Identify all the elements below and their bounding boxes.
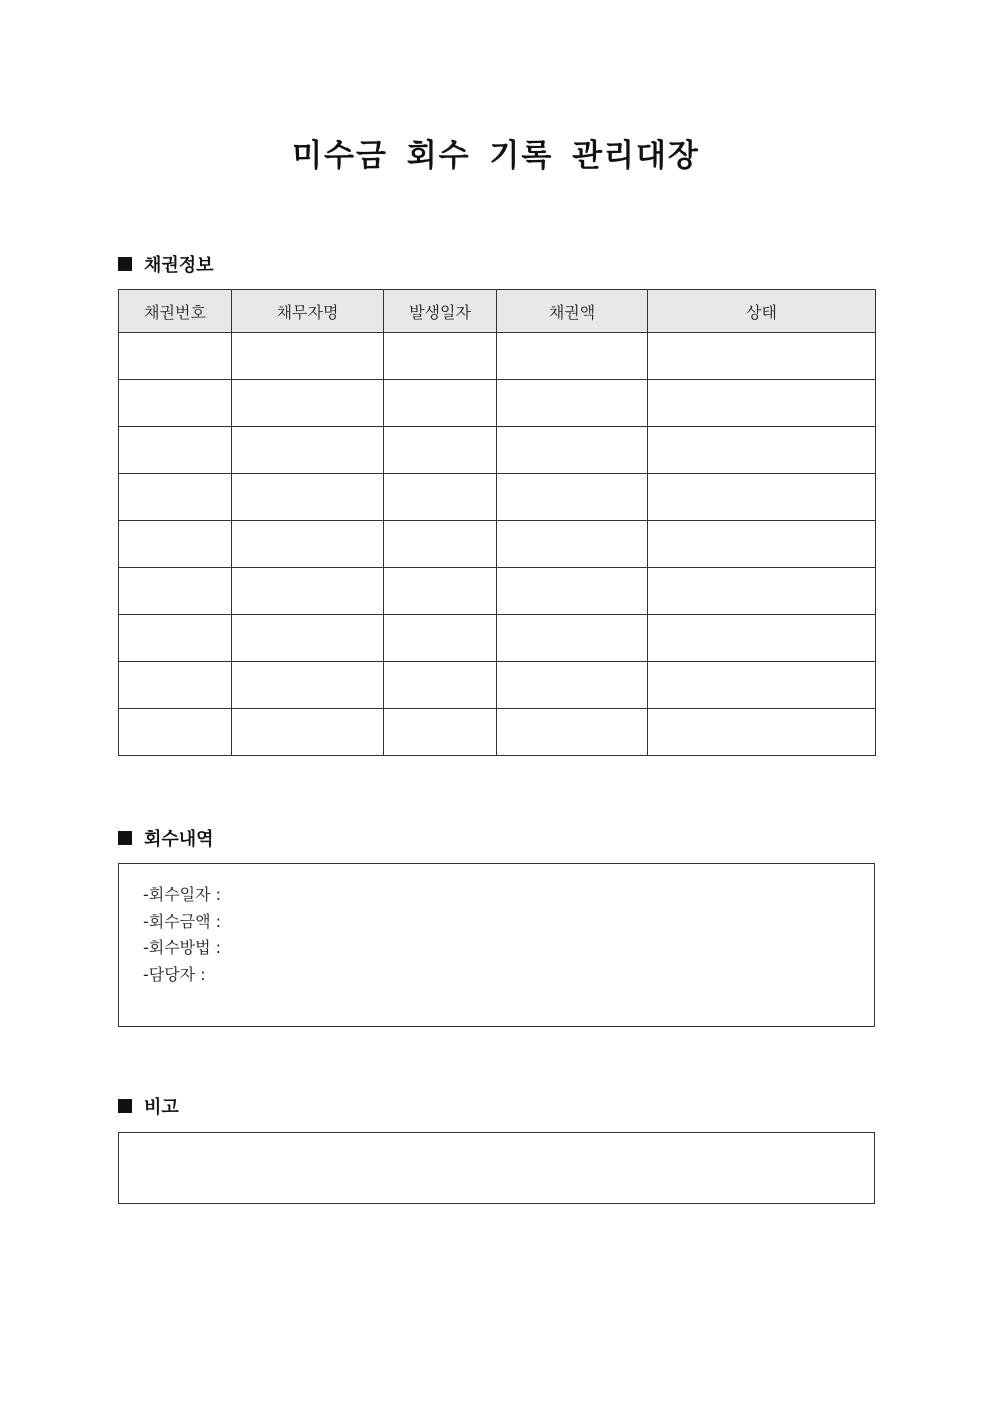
table-cell[interactable] [232,380,384,427]
table-cell[interactable] [648,662,876,709]
square-bullet-icon [118,1099,132,1113]
table-cell[interactable] [497,615,648,662]
table-cell[interactable] [232,333,384,380]
table-cell[interactable] [497,521,648,568]
recovery-amount-field: -회수금액 : [143,911,222,931]
table-cell[interactable] [232,521,384,568]
table-cell[interactable] [119,568,232,615]
table-row [119,662,876,709]
person-in-charge-field: -담당자 : [143,964,206,984]
table-cell[interactable] [119,474,232,521]
column-header-occurrence-date: 발생일자 [384,290,497,333]
table-cell[interactable] [648,568,876,615]
table-cell[interactable] [384,662,497,709]
recovery-method-field: -회수방법 : [143,938,222,957]
remarks-section-heading [118,1093,179,1119]
table-cell[interactable] [119,709,232,756]
table-cell[interactable] [648,521,876,568]
table-cell[interactable] [384,474,497,521]
claims-table [118,289,876,756]
square-bullet-icon [118,257,132,271]
table-cell[interactable] [648,427,876,474]
claims-table-header-row [119,290,876,333]
table-row [119,521,876,568]
table-cell[interactable] [497,568,648,615]
table-cell[interactable] [232,427,384,474]
table-cell[interactable] [232,662,384,709]
table-row [119,380,876,427]
recovery-field-list [143,882,221,988]
table-cell[interactable] [384,521,497,568]
table-cell[interactable] [384,615,497,662]
table-cell[interactable] [119,521,232,568]
table-cell[interactable] [119,662,232,709]
table-cell[interactable] [648,615,876,662]
table-cell[interactable] [232,709,384,756]
table-cell[interactable] [497,709,648,756]
table-cell[interactable] [384,333,497,380]
column-header-claim-amount: 채권액 [497,290,648,333]
table-cell[interactable] [648,333,876,380]
recovery-section-heading [118,825,214,851]
table-cell[interactable] [232,615,384,662]
table-cell[interactable] [119,380,232,427]
table-row [119,615,876,662]
recovery-details-box[interactable] [118,863,875,1027]
table-cell[interactable] [119,615,232,662]
table-cell[interactable] [384,709,497,756]
square-bullet-icon [118,831,132,845]
claims-section-heading [118,251,214,277]
table-cell[interactable] [232,474,384,521]
column-header-debtor-name: 채무자명 [232,290,384,333]
table-cell[interactable] [384,427,497,474]
table-cell[interactable] [497,474,648,521]
page-title: 미수금 회수 기록 관리대장 [292,138,700,174]
table-row [119,568,876,615]
table-row [119,427,876,474]
table-cell[interactable] [648,474,876,521]
recovery-date-field: -회수일자 : [143,885,222,904]
column-header-status: 상태 [648,290,876,333]
table-cell[interactable] [384,568,497,615]
table-row [119,474,876,521]
table-row [119,333,876,380]
table-cell[interactable] [497,333,648,380]
table-cell[interactable] [497,662,648,709]
table-cell[interactable] [232,568,384,615]
recovery-section-title: 회수내역 [144,829,214,850]
remarks-box[interactable] [118,1132,875,1204]
table-cell[interactable] [648,380,876,427]
table-cell[interactable] [648,709,876,756]
table-row [119,709,876,756]
table-cell[interactable] [497,380,648,427]
remarks-section-title: 비고 [144,1097,179,1118]
table-cell[interactable] [497,427,648,474]
table-cell[interactable] [119,333,232,380]
table-cell[interactable] [119,427,232,474]
claims-section-title: 채권정보 [144,255,214,276]
column-header-claim-number: 채권번호 [119,290,232,333]
table-cell[interactable] [384,380,497,427]
